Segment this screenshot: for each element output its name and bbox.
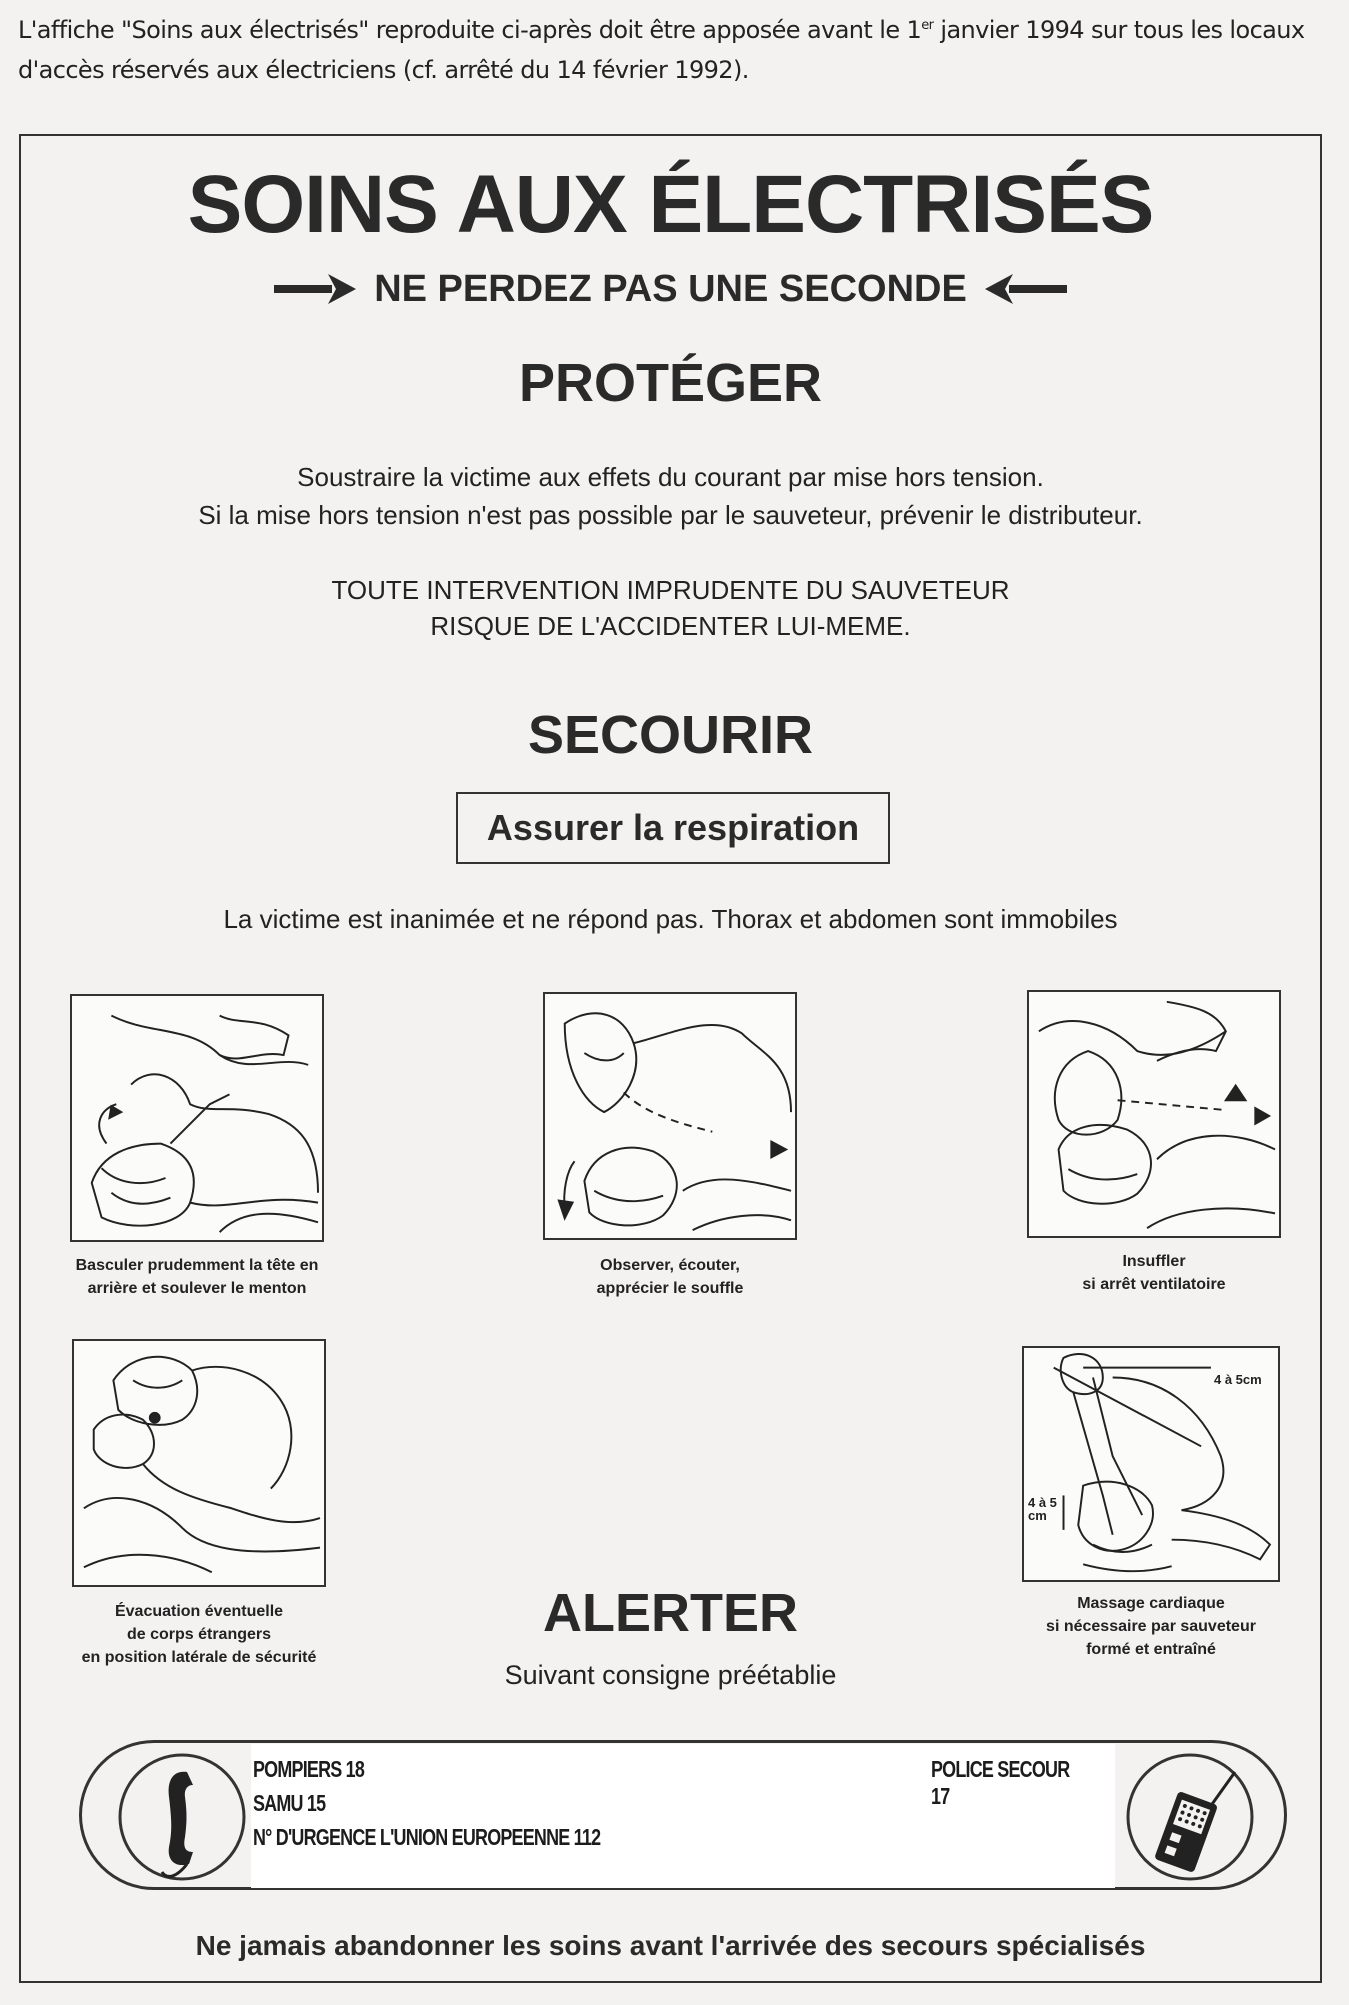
samu-number: SAMU 15: [253, 1790, 326, 1816]
caption-step-5-line3: formé et entraîné: [1086, 1641, 1216, 1658]
arrow-left-icon: [985, 274, 1067, 304]
footer-warning: Ne jamais abandonner les soins avant l'arrivée des secours spécialisés: [195, 1930, 1146, 1961]
subtitle-row: [21, 264, 1320, 314]
poster-title: SOINS AUX ÉLECTRISÉS: [187, 159, 1154, 250]
illustration-cardiac-massage: [1022, 1346, 1280, 1582]
caption-step-4-line3: en position latérale de sécurité: [81, 1649, 317, 1666]
proteger-line2: Si la mise hors tension n'est pas possible par le sauveteur, prévenir le distributeur.: [198, 500, 1143, 530]
caption-step-2-line1: Observer, écouter,: [600, 1257, 740, 1274]
caption-step-5-line2: si nécessaire par sauveteur: [1046, 1618, 1256, 1635]
alerter-sub: Suivant consigne préétablie: [504, 1660, 837, 1690]
caption-step-3-line1: Insuffler: [1122, 1253, 1186, 1270]
illustration-lateral-position: [72, 1339, 326, 1587]
pompiers-number: POMPIERS 18: [253, 1756, 365, 1782]
illustration-head-tilt: [70, 994, 324, 1242]
heading-alerter: ALERTER: [543, 1583, 798, 1643]
depth-label-a: 4 à 5cm: [1214, 1372, 1262, 1387]
intro-line2: d'accès réservés aux électriciens (cf. arrêté du 14 février 1992).: [18, 56, 749, 84]
caption-step-2: [543, 1254, 797, 1300]
box-assurer-respiration: Assurer la respiration: [456, 792, 890, 864]
proteger-text: [21, 458, 1320, 534]
emergency-numbers: [251, 1744, 1115, 1888]
intro-superscript: er: [921, 18, 934, 33]
poster-subtitle: NE PERDEZ PAS UNE SECONDE: [374, 267, 967, 310]
telephone-icon: [117, 1752, 247, 1882]
heading-proteger: PROTÉGER: [518, 353, 823, 413]
secourir-intro: La victime est inanimée et ne répond pas. Thorax et abdomen sont immobiles: [223, 904, 1118, 934]
intro-line1-a: L'affiche "Soins aux électrisés" reproduite ci-après doit être apposée avant le 1: [18, 16, 922, 44]
arrow-right-icon: [274, 274, 356, 304]
caption-step-4-line2: de corps étrangers: [126, 1626, 272, 1643]
police-number: POLICE SECOUR 17: [931, 1756, 1070, 1809]
heading-secourir: SECOURIR: [527, 705, 814, 765]
illustration-observe: [543, 992, 797, 1240]
depth-label-b-line1: 4 à 5: [1028, 1495, 1057, 1510]
caption-step-2-line2: apprécier le souffle: [596, 1280, 744, 1297]
caption-step-3: [1027, 1250, 1281, 1296]
caption-step-4-line1: Évacuation éventuelle: [114, 1603, 284, 1620]
intro-note: [18, 10, 1338, 90]
caption-step-3-line2: si arrêt ventilatoire: [1082, 1276, 1226, 1293]
illustration-insufflate: [1027, 990, 1281, 1238]
proteger-warning: [21, 572, 1320, 644]
depth-label-b-line2: cm: [1028, 1508, 1047, 1523]
proteger-line1: Soustraire la victime aux effets du courant par mise hors tension.: [297, 462, 1044, 492]
warning-line2: RISQUE DE L'ACCIDENTER LUI-MEME.: [430, 611, 911, 641]
caption-step-5-line1: Massage cardiaque: [1077, 1595, 1225, 1612]
eu-emergency-number: N° D'URGENCE L'UNION EUROPEENNE 112: [253, 1824, 601, 1850]
warning-line1: TOUTE INTERVENTION IMPRUDENTE DU SAUVETEUR: [331, 575, 1010, 605]
depth-label-b: [1028, 1496, 1057, 1522]
caption-step-1: [70, 1254, 324, 1300]
caption-step-1-line1: Basculer prudemment la tête en: [75, 1257, 319, 1274]
poster-frame: [19, 134, 1322, 1983]
intro-line1-b: janvier 1994 sur tous les locaux: [933, 16, 1305, 44]
mobile-phone-icon: [1115, 1752, 1265, 1882]
caption-step-1-line2: arrière et soulever le menton: [87, 1280, 307, 1297]
